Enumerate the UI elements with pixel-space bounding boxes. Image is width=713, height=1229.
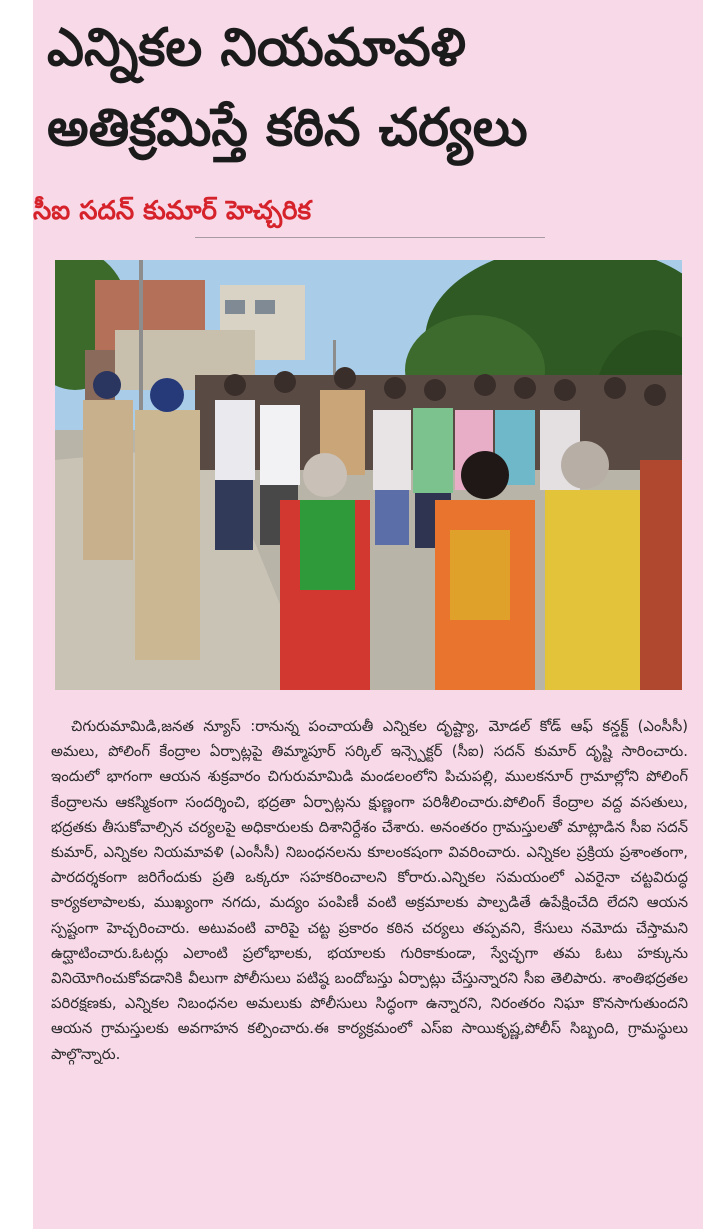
newspaper-clipping	[33, 0, 703, 1229]
headline-line-2: అతిక్రమిస్తే కఠిన చర్యలు	[47, 98, 528, 158]
subheadline-underline	[195, 237, 545, 238]
subheadline: సీఐ సదన్ కుమార్ హెచ్చరిక	[33, 196, 312, 226]
headline-line-1: ఎన్నికల నియమావళి	[47, 18, 466, 78]
next-article-headline-fragment	[47, 1198, 703, 1229]
news-photo	[55, 260, 682, 690]
article-body: చిగురుమామిడి,జనత న్యూస్ :రానున్న పంచాయతీ ఎన్నికల దృష్ట్యా, మోడల్ కోడ్ ఆఫ్ కన్డక్ట్ (ఎంసీసీ) అమలు, పోలింగ్ కేంద్రాల ఏర్పాట్లపై తిమ్మాపూర్ సర్కిల్ ఇన్స్పెక్టర్ (సీఐ) సదన్ కుమార్ దృష్టి సారించారు. ఇందులో భాగంగా ఆయన శుక్రవారం చిగురుమామిడి మండలంలోని పిచుపల్లి, ములకనూర్ గ్రామాల్లోని పోలింగ్ కేంద్రాలను ఆకస్మికంగా సందర్శించి, భద్రతా ఏర్పాట్లను క్షుణ్ణంగా పరిశీలించారు.పోలింగ్ కేంద్రాల వద్ద వసతులు, భద్రతకు తీసుకోవాల్సిన చర్యలపై అధికారులకు దిశానిర్దేశం చేశారు. అనంతరం గ్రామస్తులతో మాట్లాడిన సీఐ సదన్ కుమార్, ఎన్నికల నియమావళి (ఎంసీసీ) నిబంధనలను కూలంకషంగా వివరించారు. ఎన్నికల ప్రక్రియ ప్రశాంతంగా, పారదర్శకంగా జరిగేందుకు ప్రతి ఒక్కరూ సహకరించాలని కోరారు.ఎన్నికల సమయంలో ఎవరైనా చట్టవిరుద్ధ కార్యకలాపాలకు, ముఖ్యంగా నగదు, మద్యం పంపిణీ వంటి అక్రమాలకు పాల్పడితే ఉపేక్షించేది లేదని ఆయన స్పష్టంగా హెచ్చరించారు. అటువంటి వారిపై చట్ట ప్రకారం కఠిన చర్యలు తప్పవని, కేసులు నమోదు చేస్తామని ఉద్ఘాటించారు.ఓటర్లు ఎలాంటి ప్రలోభాలకు, భయాలకు గురికాకుండా, స్వేచ్ఛగా తమ ఓటు హక్కును వినియోగించుకోవడానికి వీలుగా పోలీసులు పటిష్ఠ బందోబస్తు ఏర్పాట్లు చేస్తున్నారని సీఐ తెలిపారు. శాంతిభద్రతల పరిరక్షణకు, ఎన్నికల నిబంధనల అమలుకు పోలీసులు సిద్ధంగా ఉన్నారని, నిరంతరం నిఘా కొనసాగుతుందని ఆయన గ్రామస్తులకు అవగాహన కల్పించారు.ఈ కార్యక్రమంలో ఎస్ఐ సాయికృష్ణ,పోలీస్ సిబ్బంది, గ్రామస్థులు పాల్గొన్నారు.	[51, 718, 688, 1063]
